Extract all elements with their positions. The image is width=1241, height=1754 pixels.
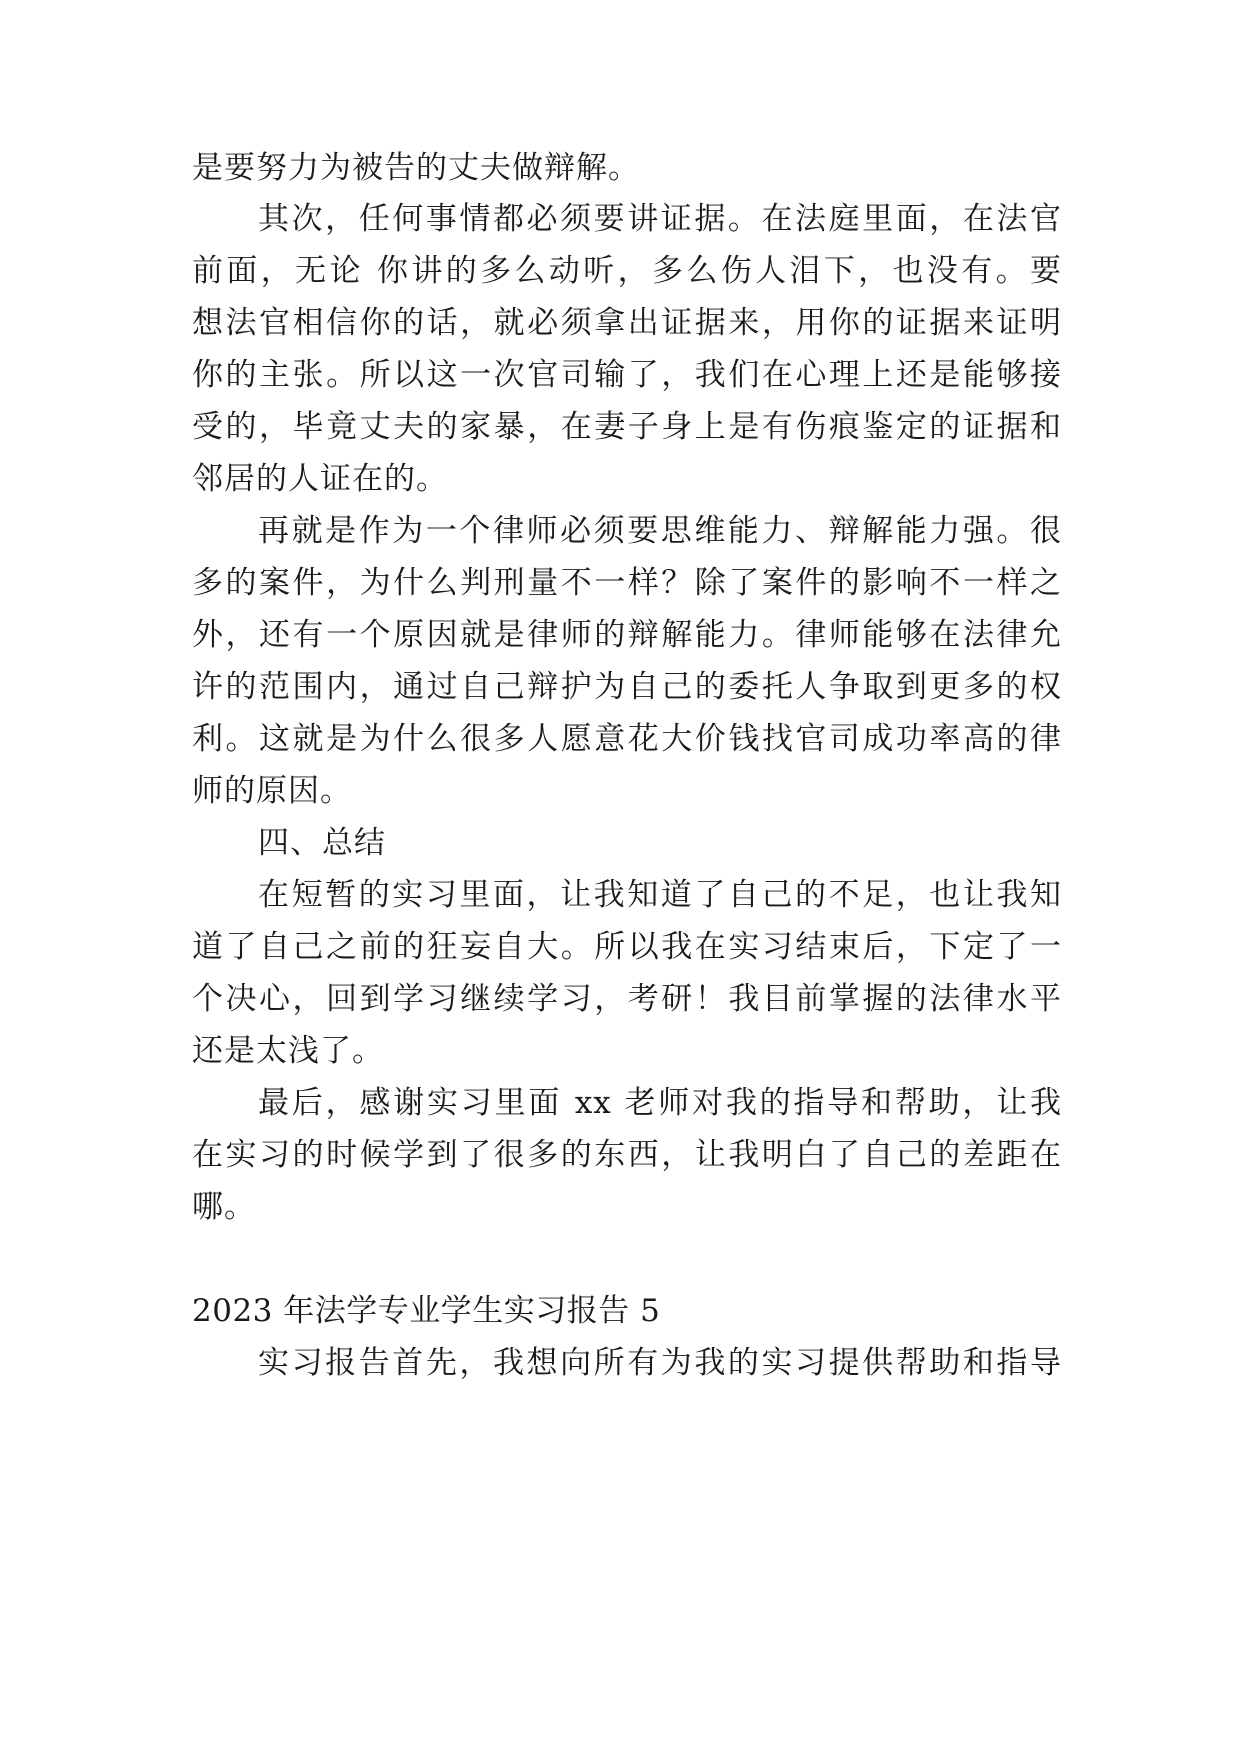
paragraph-line: 邻居的人证在的。: [192, 461, 448, 497]
paragraph-line: 还是太浅了。: [192, 1033, 384, 1069]
paragraph-line: 其次，任何事情都必须要讲证据。在法庭里面，在法官: [258, 201, 1062, 237]
paragraph-line: 多的案件，为什么判刑量不一样？除了案件的影响不一样之: [192, 565, 1062, 601]
paragraph-line: 外，还有一个原因就是律师的辩解能力。律师能够在法律允: [192, 617, 1062, 653]
paragraph-line: 哪。: [192, 1189, 256, 1225]
paragraph-line: 许的范围内，通过自己辩护为自己的委托人争取到更多的权: [192, 669, 1062, 705]
paragraph-line: 师的原因。: [192, 773, 352, 809]
paragraph-line: 前面，无论 你讲的多么动听，多么伤人泪下，也没有。要: [192, 253, 1062, 289]
paragraph-line: 在短暂的实习里面，让我知道了自己的不足，也让我知: [258, 877, 1062, 913]
paragraph-line: 个决心，回到学习继续学习，考研！我目前掌握的法律水平: [192, 981, 1062, 1017]
paragraph-line: 最后，感谢实习里面 xx 老师对我的指导和帮助，让我: [258, 1085, 1062, 1121]
paragraph-line: 利。这就是为什么很多人愿意花大价钱找官司成功率高的律: [192, 721, 1062, 757]
paragraph-line: 想法官相信你的话，就必须拿出证据来，用你的证据来证明: [192, 305, 1062, 341]
paragraph-line: 在实习的时候学到了很多的东西，让我明白了自己的差距在: [192, 1137, 1062, 1173]
subsection-heading: 四、总结: [258, 825, 386, 861]
paragraph-line: 是要努力为被告的丈夫做辩解。: [192, 150, 640, 186]
section-heading: 2023 年法学专业学生实习报告 5: [192, 1293, 661, 1329]
paragraph-line: 道了自己之前的狂妄自大。所以我在实习结束后，下定了一: [192, 929, 1062, 965]
paragraph-line: 你的主张。所以这一次官司输了，我们在心理上还是能够接: [192, 357, 1062, 393]
paragraph-line: 实习报告首先，我想向所有为我的实习提供帮助和指导: [258, 1345, 1062, 1381]
paragraph-line: 受的，毕竟丈夫的家暴，在妻子身上是有伤痕鉴定的证据和: [192, 409, 1062, 445]
paragraph-line: 再就是作为一个律师必须要思维能力、辩解能力强。很: [258, 513, 1062, 549]
